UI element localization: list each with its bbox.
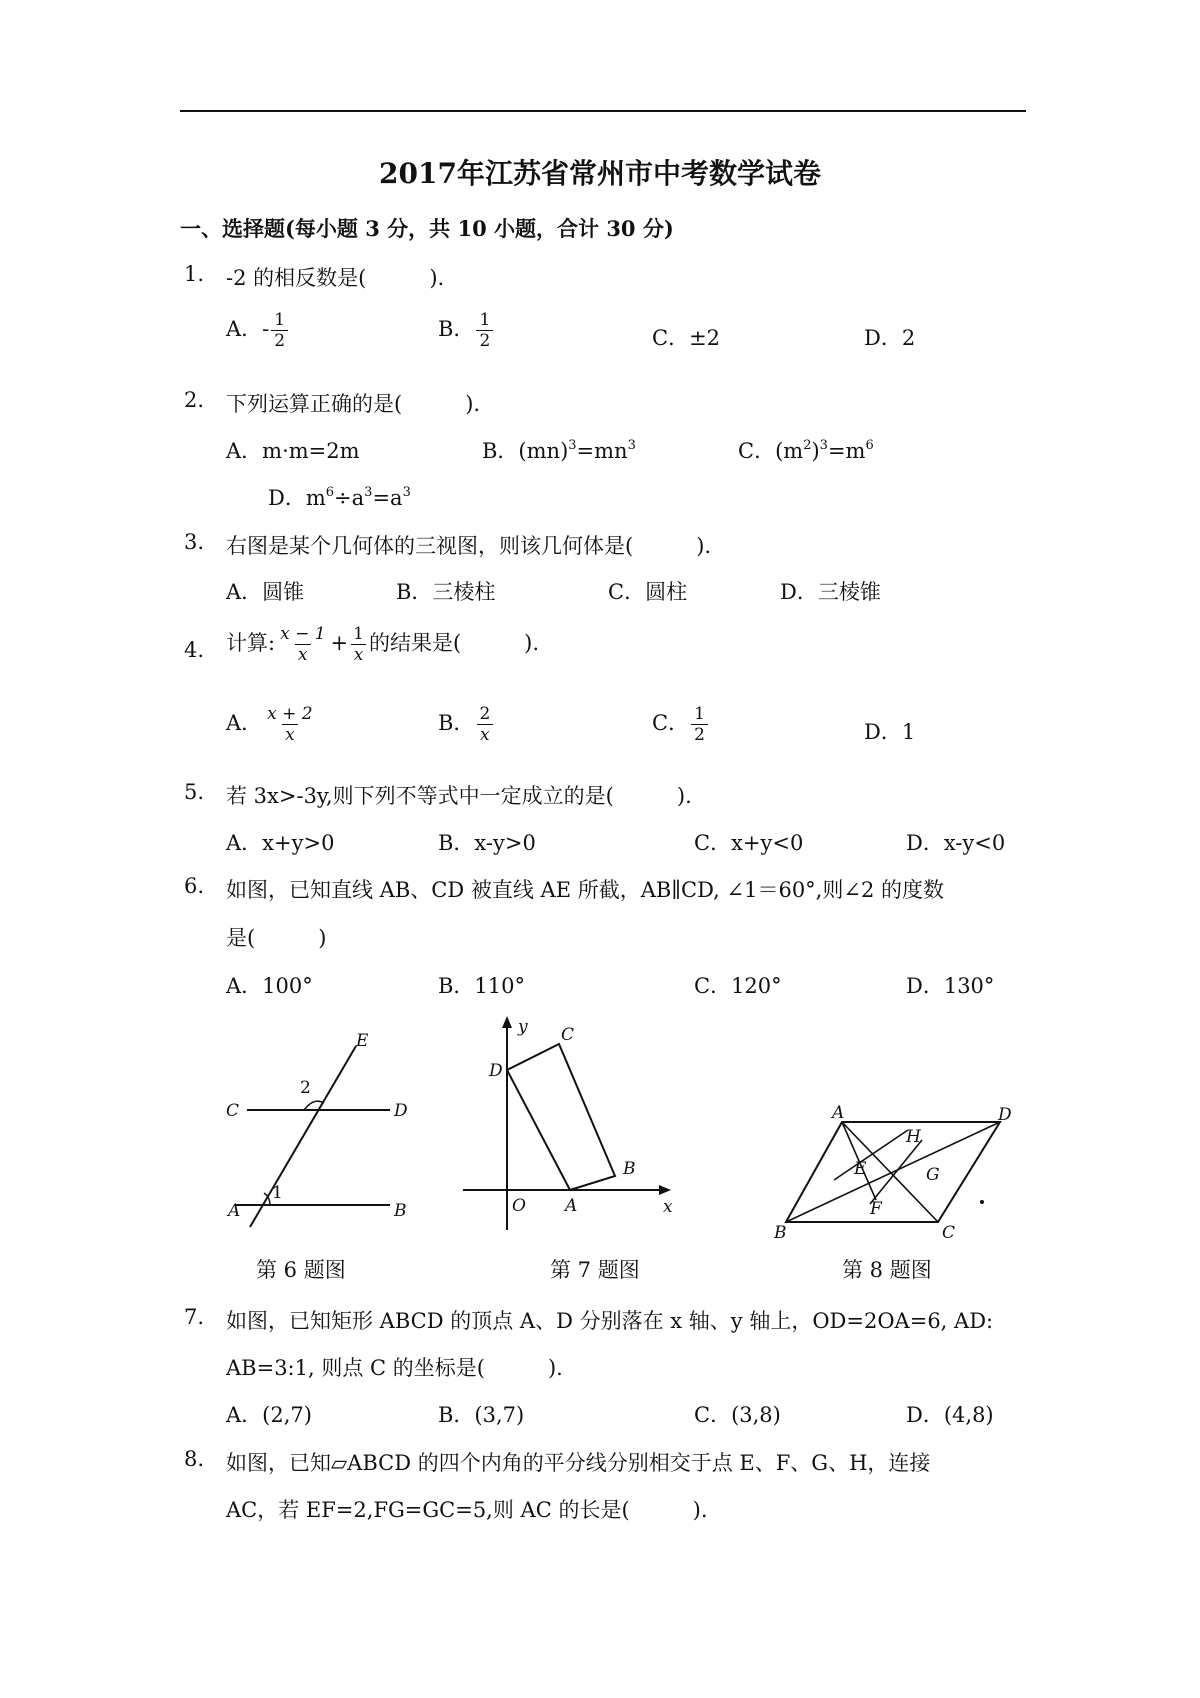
q6-option-a: A．100° — [226, 974, 313, 998]
q8-line-2: AC，若 EF=2,FG=GC=5,则 AC 的长是( ). — [226, 1498, 708, 1522]
fig6-label-c: C — [226, 1101, 240, 1121]
fig7-label-y: y — [518, 1017, 528, 1037]
fig7-x-arrow — [659, 1185, 671, 1195]
q6-option-b: B．110° — [438, 974, 526, 998]
q2-option-a: A．m·m=2m — [226, 439, 360, 463]
q1-text: -2 的相反数是( ). — [226, 266, 445, 290]
fig6-label-e: E — [356, 1031, 369, 1051]
q4-option-c: C． $\frac{1}{2}$ — [652, 704, 710, 745]
figure-6-caption: 第 6 题图 — [256, 1258, 346, 1282]
fig6-label-a: A — [228, 1201, 241, 1221]
fig7-label-c: C — [561, 1025, 575, 1045]
q8-line-1: 如图，已知▱ABCD 的四个内角的平分线分别相交于点 E、F、G、H，连接 — [226, 1451, 931, 1475]
q5-option-b: B．x-y>0 — [438, 831, 536, 855]
q6-line-2: 是( ) — [226, 926, 327, 950]
fig8-label-f: F — [870, 1199, 882, 1219]
q6-line-1: 如图，已知直线 AB、CD 被直线 AE 所截，AB∥CD, ∠1＝60°,则∠2 的度数 — [226, 878, 944, 902]
q6-option-c: C．120° — [694, 974, 782, 998]
figure-6-diagram — [220, 1025, 420, 1235]
fig7-label-b: B — [623, 1159, 636, 1179]
q7-option-c: C．(3,8) — [694, 1403, 781, 1427]
q6-option-d: D．130° — [906, 974, 995, 998]
q3-text: 右图是某个几何体的三视图，则该几何体是( ). — [226, 534, 712, 558]
q5-option-a: A．x+y>0 — [226, 831, 335, 855]
q1-option-a: A．- $\frac{1}{2}$ — [226, 310, 290, 351]
q4-number: 4. — [184, 638, 205, 662]
q3-option-d: D．三棱锥 — [780, 580, 881, 604]
q6-number: 6. — [184, 874, 205, 898]
fig7-y-arrow — [502, 1016, 512, 1028]
fig7-label-o: O — [512, 1196, 526, 1216]
fig7-rectangle-abcd — [507, 1044, 615, 1190]
q3-option-b: B．三棱柱 — [396, 580, 496, 604]
q5-text: 若 3x>-3y,则下列不等式中一定成立的是( ). — [226, 784, 692, 808]
fig8-label-g: G — [926, 1165, 940, 1185]
fig6-label-d: D — [394, 1101, 408, 1121]
q7-option-d: D．(4,8) — [906, 1403, 994, 1427]
q1-option-d: D．2 — [864, 326, 916, 350]
fig6-label-b: B — [394, 1201, 407, 1221]
fig6-label-2: 2 — [300, 1078, 311, 1098]
header-rule — [180, 110, 1026, 112]
q4-option-b: B． $\frac{2}{x}$ — [438, 704, 495, 745]
figure-7-caption: 第 7 题图 — [550, 1258, 640, 1282]
page-title: 2017年江苏省常州市中考数学试卷 — [379, 157, 821, 190]
q3-option-c: C．圆柱 — [608, 580, 688, 604]
q7-option-a: A．(2,7) — [226, 1403, 312, 1427]
q5-option-d: D．x-y<0 — [906, 831, 1006, 855]
fig8-label-d: D — [998, 1105, 1012, 1125]
fig6-label-1: 1 — [272, 1183, 283, 1203]
q1-option-b: B． $\frac{1}{2}$ — [438, 310, 495, 351]
q8-number: 8. — [184, 1447, 205, 1471]
q1-option-c: C．±2 — [652, 326, 721, 350]
q2-option-b: B．$(mn)^3=mn^3$ — [482, 438, 636, 463]
section-heading: 一、选择题(每小题 3 分，共 10 小题，合计 30 分) — [180, 216, 674, 241]
q2-option-d: D．$m^6\div a^3=a^3$ — [268, 485, 411, 510]
q5-number: 5. — [184, 780, 205, 804]
q4-text: 计算: $\frac{x - 1}{x}$ + $\frac{1}{x}$ 的结果是( ). — [226, 624, 540, 665]
q7-option-b: B．(3,7) — [438, 1403, 525, 1427]
figure-8-diagram — [770, 1100, 1010, 1245]
fig8-label-a: A — [832, 1103, 845, 1123]
fig7-label-a: A — [565, 1196, 578, 1216]
figure-8-caption: 第 8 题图 — [842, 1258, 932, 1282]
fig8-label-e: E — [854, 1159, 867, 1179]
fig7-label-d: D — [489, 1061, 503, 1081]
fig8-label-b: B — [774, 1223, 787, 1243]
fig8-dot — [980, 1200, 984, 1204]
q7-line-2: AB=3:1, 则点 C 的坐标是( ). — [226, 1356, 563, 1380]
q2-text: 下列运算正确的是( ). — [226, 392, 481, 416]
q2-option-c: C．$(m^2)^3=m^6$ — [738, 438, 874, 463]
fig7-label-x: x — [663, 1197, 673, 1217]
fig8-label-h: H — [906, 1127, 921, 1147]
fig8-label-c: C — [942, 1223, 956, 1243]
q7-line-1: 如图，已知矩形 ABCD 的顶点 A、D 分别落在 x 轴、y 轴上，OD=2OA=6, AD: — [226, 1309, 994, 1333]
q3-number: 3. — [184, 530, 205, 554]
q4-option-d: D．1 — [864, 720, 916, 744]
figure-7-diagram — [455, 1010, 680, 1235]
fig6-line-ae — [250, 1046, 356, 1227]
q3-option-a: A．圆锥 — [226, 580, 305, 604]
q2-number: 2. — [184, 388, 205, 412]
q1-number: 1. — [184, 262, 205, 286]
q4-option-a: A． $\frac{x + 2}{x}$ — [226, 704, 313, 745]
q5-option-c: C．x+y<0 — [694, 831, 804, 855]
fig8-bisector-b — [834, 1130, 908, 1180]
q7-number: 7. — [184, 1305, 205, 1329]
